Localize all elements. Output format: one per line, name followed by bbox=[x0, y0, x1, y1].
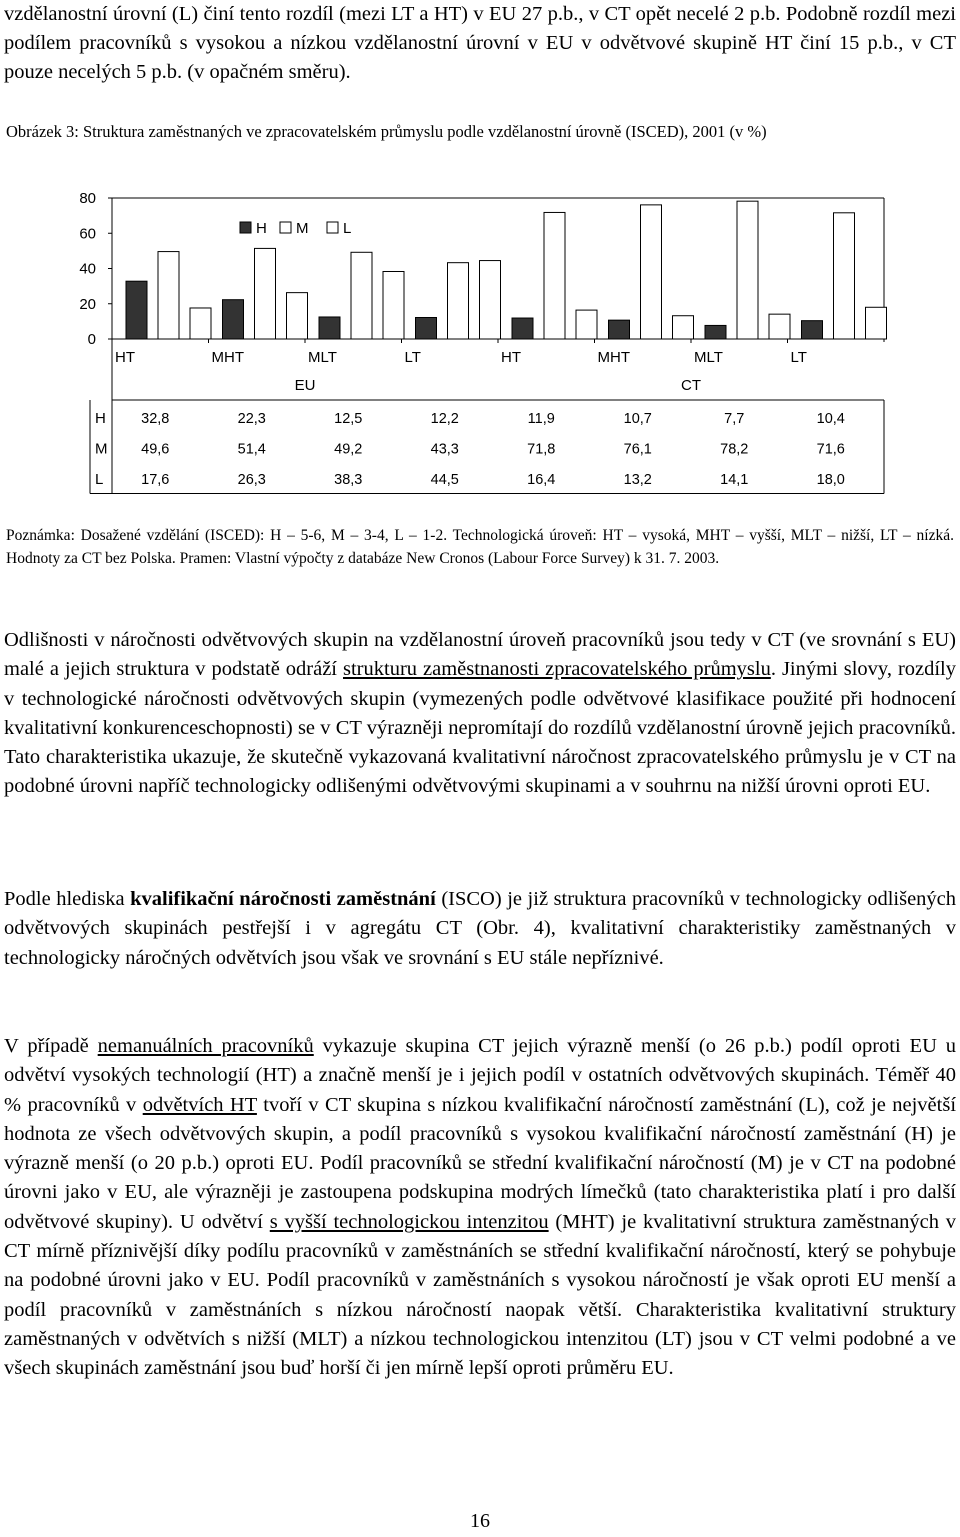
bar-M-6 bbox=[641, 205, 662, 339]
bar-L-3 bbox=[383, 271, 404, 339]
bar-L-6 bbox=[673, 316, 694, 339]
table-cell-H-4: 12,2 bbox=[430, 411, 459, 427]
table-cell-L-7: 14,1 bbox=[720, 472, 749, 488]
table-cell-L-4: 44,5 bbox=[430, 472, 459, 488]
table-cell-M-5: 71,8 bbox=[527, 441, 556, 458]
table-cell-L-2: 26,3 bbox=[237, 472, 266, 488]
bar-L-1 bbox=[190, 308, 211, 339]
paragraph-3 bbox=[4, 1032, 956, 1384]
x-category-label: MHT bbox=[211, 349, 244, 366]
legend-label-L: L bbox=[343, 220, 352, 237]
y-tick-label: 40 bbox=[79, 260, 96, 278]
x-category-label: MHT bbox=[597, 349, 630, 366]
bar-L-2 bbox=[287, 293, 308, 339]
bar-L-8 bbox=[866, 307, 887, 339]
bar-M-3 bbox=[351, 252, 372, 339]
p1-text-a: Odlišnosti v náročnosti odvětvových skupin na vzdělanostní úroveň pracovníků jsou tedy v CT (ve srovnání s EU) malé a jejich struktura v podstatě odráží bbox=[4, 629, 956, 681]
table-row-label-M: M bbox=[95, 440, 108, 458]
bar-H-5 bbox=[512, 318, 533, 339]
p3-text-d: (MHT) je kvalitativní struktura zaměstnaných v CT mírně příznivější díky podílu pracovníků v zaměstnáních se střední kvalifikační náročností, který se pohybuje na podobné úrovni jako v EU. Podíl pracovníků v zaměstnáních s vysokou náročností je však oproti EU menší a podíl pracovníků v zaměstnáních s nízkou náročností naopak větší. Charakteristika kvalitativní struktury zaměstnaných v odvětvích s nižší (MLT) a nízkou technologickou intenzitou (LT) jsou v CT velmi podobné a ve všech skupinách zaměstnání jsou buď horší či jen mírně lepší oproti průměru EU. bbox=[4, 1210, 956, 1380]
bar-M-4 bbox=[448, 263, 469, 339]
p3-text-b: vykazuje skupina CT jejich výrazně menší (o 26 p.b.) podíl oproti EU u odvětví vysokých technologií (HT) a značně menší je i jejich podíl v ostatních odvětvových skupinách. Téměř 40 % pracovníků v bbox=[4, 1035, 957, 1116]
figure-note: Poznámka: Dosažené vzdělání (ISCED): H – 5-6, M – 3-4, L – 1-2. Technologická úroveň: HT – vysoká, MHT – vyšší, MLT – nižší, LT – nízká. Hodnoty za CT bez Polska. Pramen: Vlastní výpočty z databáze New Cronos (Labour Force Survey) k 31. 7. 2003. bbox=[6, 527, 954, 567]
bar-H-1 bbox=[126, 281, 147, 339]
x-group-label: CT bbox=[681, 377, 701, 394]
bar-M-5 bbox=[544, 212, 565, 339]
page-number: 16 bbox=[470, 1510, 490, 1532]
table-row-label-H: H bbox=[95, 410, 106, 427]
x-category-label: LT bbox=[790, 349, 807, 366]
legend-label-M: M bbox=[296, 220, 309, 237]
y-tick-label: 60 bbox=[79, 225, 96, 243]
table-cell-H-7: 7,7 bbox=[724, 411, 745, 427]
p2-text-b: (ISCO) je již struktura pracovníků v technologicky odlišených odvětvových skupinách pestřejší i v agregátu CT (Obr. 4), kvalitativní charakteristiky zaměstnaných v technologicky náročných odvětvích jsou však ve srovnání s EU stále nepříznivé. bbox=[4, 888, 957, 969]
bar-H-3 bbox=[319, 317, 340, 339]
table-cell-L-1: 17,6 bbox=[141, 472, 170, 488]
legend-label-H: H bbox=[256, 220, 267, 237]
legend-swatch-L bbox=[327, 222, 338, 233]
table-cell-H-3: 12,5 bbox=[334, 411, 363, 427]
table-cell-H-8: 10,4 bbox=[816, 411, 845, 427]
x-category-label: HT bbox=[501, 349, 521, 366]
x-category-label: LT bbox=[404, 349, 421, 366]
bar-M-8 bbox=[834, 213, 855, 339]
bar-M-2 bbox=[255, 248, 276, 339]
bar-L-5 bbox=[576, 310, 597, 339]
paragraph-2 bbox=[4, 885, 956, 973]
x-category-label: HT bbox=[115, 349, 135, 366]
bar-H-4 bbox=[416, 317, 437, 339]
table-cell-L-5: 16,4 bbox=[527, 472, 556, 488]
table-cell-M-3: 49,2 bbox=[334, 441, 363, 458]
bar-M-7 bbox=[737, 201, 758, 339]
p2-text-a: Podle hlediska bbox=[4, 888, 131, 910]
y-tick-label: 0 bbox=[87, 331, 96, 348]
table-cell-L-6: 13,2 bbox=[623, 472, 652, 488]
bar-H-7 bbox=[705, 325, 726, 339]
p3-text-c: tvoří v CT skupina s nízkou kvalifikační náročností zaměstnání (L), což je největší hodnota ze všech odvětvových skupin, a podíl pracovníků s vysokou kvalifikační náročností zaměstnání (H) je výrazně menší (o 20 p.b.) oproti EU. Podíl pracovníků se střední kvalifikační náročností (M) je v CT na podobné úrovni jako v EU, ale výrazněji je zastoupena podskupina modrých límečků (tato charakteristika platí i pro další odvětvové skupiny). U odvětví bbox=[4, 1093, 957, 1233]
x-group-label: EU bbox=[294, 377, 316, 394]
p3-text-a: V případě bbox=[4, 1035, 98, 1057]
table-cell-H-6: 10,7 bbox=[623, 411, 652, 427]
table-row-label-L: L bbox=[95, 471, 104, 488]
table-cell-H-2: 22,3 bbox=[237, 411, 266, 427]
table-cell-M-7: 78,2 bbox=[720, 441, 749, 458]
bar-H-8 bbox=[802, 321, 823, 339]
legend-swatch-H bbox=[240, 222, 251, 233]
bar-chart bbox=[0, 180, 960, 500]
x-category-label: MLT bbox=[694, 349, 723, 366]
bar-H-2 bbox=[223, 300, 244, 339]
legend-swatch-M bbox=[280, 222, 291, 233]
table-cell-M-4: 43,3 bbox=[430, 441, 459, 458]
p1-text-b: . Jinými slovy, rozdíly v technologické náročnosti odvětvových skupin (vymezených podle odvětvové klasifikace použité při hodnocení kvalitativní konkurenceschopnosti) se v CT výrazněji nepromítají do rozdílů vzdělanostní úrovně jejich pracovníků. Tato charakteristika ukazuje, že skutečně vykazovaná kvalitativní náročnost zpracovatelského průmyslu je v CT na podobné úrovni napříč technologicky odlišenými odvětvovými skupinami a v souhrnu na nižší úrovni oproti EU. bbox=[4, 658, 957, 798]
table-cell-H-1: 32,8 bbox=[141, 411, 170, 427]
paragraph-1 bbox=[4, 626, 956, 802]
table-cell-M-1: 49,6 bbox=[141, 441, 170, 458]
table-cell-M-8: 71,6 bbox=[816, 441, 845, 458]
table-cell-L-8: 18,0 bbox=[816, 472, 845, 488]
table-cell-M-2: 51,4 bbox=[237, 441, 266, 458]
table-cell-M-6: 76,1 bbox=[623, 441, 652, 458]
intro-paragraph: vzdělanostní úrovní (L) činí tento rozdíl (mezi LT a HT) v EU 27 p.b., v CT opět necelé 2 p.b. Podobně rozdíl mezi podílem pracovníků s vysokou a nízkou vzdělanostní úrovní v EU v odvětvové skupině HT činí 15 p.b., v CT pouze necelých 5 p.b. (v opačném směru). bbox=[4, 3, 956, 83]
p1-underlined-phrase: strukturu zaměstnanosti zpracovatelského průmyslu bbox=[343, 658, 771, 681]
bar-L-7 bbox=[769, 314, 790, 339]
x-category-label: MLT bbox=[308, 349, 337, 366]
p3-underlined-2: odvětvích HT bbox=[142, 1093, 257, 1116]
y-tick-label: 80 bbox=[79, 190, 96, 207]
bar-L-4 bbox=[480, 261, 501, 339]
p3-underlined-3: s vyšší technologickou intenzitou bbox=[269, 1210, 549, 1233]
bar-H-6 bbox=[609, 320, 630, 339]
bar-M-1 bbox=[158, 252, 179, 339]
table-cell-L-3: 38,3 bbox=[334, 472, 363, 488]
p3-underlined-1: nemanuálních pracovníků bbox=[97, 1035, 314, 1057]
table-cell-H-5: 11,9 bbox=[527, 411, 555, 427]
y-tick-label: 20 bbox=[79, 295, 96, 313]
figure-caption: Obrázek 3: Struktura zaměstnaných ve zpracovatelském průmyslu podle vzdělanostní úrovně (ISCED), 2001 (v %) bbox=[6, 122, 767, 141]
p2-bold-phrase: kvalifikační náročnosti zaměstnání bbox=[130, 888, 436, 910]
